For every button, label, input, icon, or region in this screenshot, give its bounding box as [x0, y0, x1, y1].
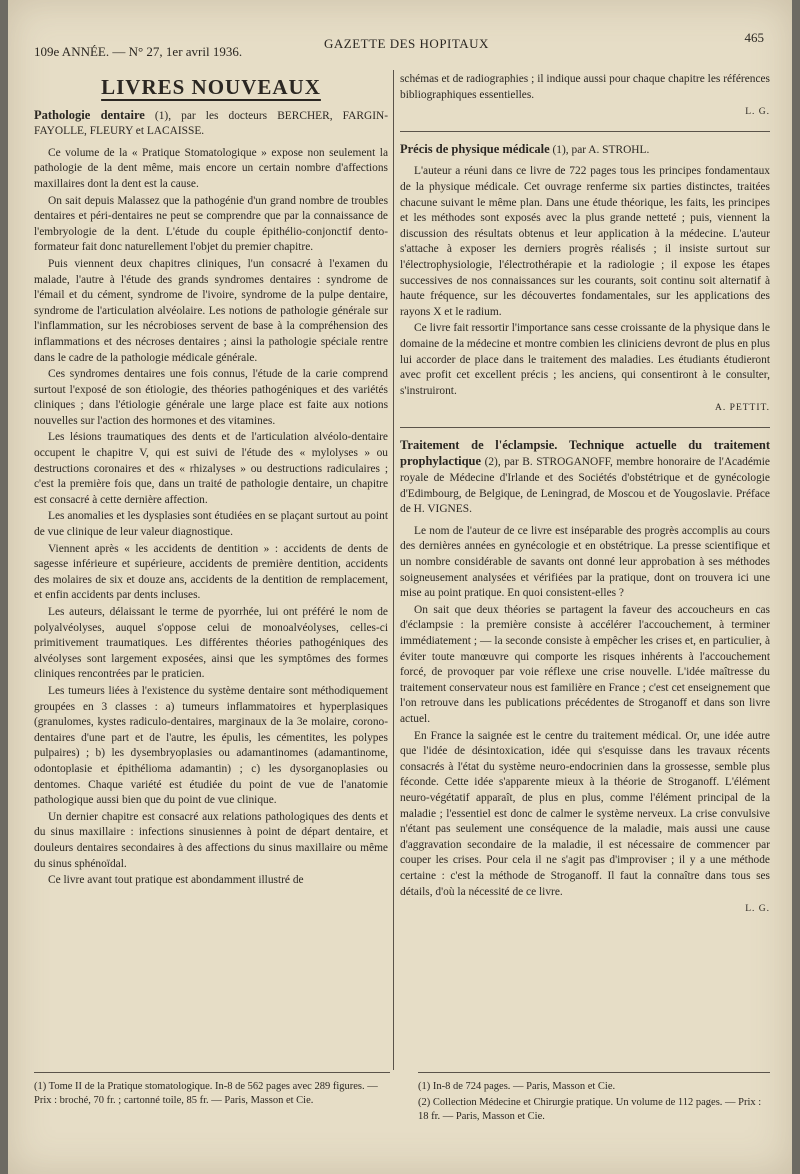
book-title: Pathologie dentaire [34, 107, 145, 122]
right-column [400, 72, 770, 918]
paragraph: Les tumeurs liées à l'existence du système dentaire sont méthodiquement groupées en 3 classes : a) tumeurs inflammatoires et hyperplasiques (granulomes, kystes radiculo-dentaires, marginaux de la 3e molaire, corono-dentaires d'une part et de l'autre, les épulis, les cémentites, les polypes pulpaires) ; b) les dysembryoplasies ou adamantinomes (adamantinome, odontoplasie et épithélioma adamantin) ; c) les dysorganoplasies ou dentomes. Chaque variété est étudiée du point de vue de l'anatomie pathologique aussi bien que du point de vue clinique. [34, 684, 388, 807]
signature: L. G. [745, 904, 770, 915]
paragraph: Puis viennent deux chapitres cliniques, l'un consacré à l'examen du malade, l'autre à l'étude des grands syndromes dentaires : syndrome de l'émail et du cément, syndrome de l'ivoire, syndrome de la pulpe dentaire, syndrome de l'articulation alvéolaire. Les notions de pathologie générale sur l'inflammation, sur les nécrobioses servent de base à la compréhension des inflammations et des nécroses dentaires ; ainsi la pathologie spéciale rentre dans le cadre de la pathologie médicale générale. [34, 257, 388, 364]
paragraph: On sait que deux théories se partagent la faveur des accoucheurs en cas d'éclampsie : la première consiste à accélérer l'accouchement, à terminer immédiatement ; — la seconde consiste à empêcher les crises et, en particulier, à éviter toute manœuvre qui comporte les risques inhérents à l'accouchement forcé, de provoquer par voie réflexe une crise nouvelle. L'idée maîtresse du traitement conservateur nous est familière en France ; c'est cet enseignement que l'on retrouve dans les publications précédentes de Stroganoff et dans son livre actuel. [400, 603, 770, 725]
left-column [34, 72, 388, 890]
note-ref: (1) [552, 143, 566, 156]
page-header [34, 30, 764, 59]
paragraph: Les auteurs, délaissant le terme de pyorrhée, lui ont préféré le nom de polyalvéolyses, auquel s'oppose celui de monoalvéolyses, celles-ci primitivement traumatiques. Les différentes théories pathogéniques des alvéolyses sont largement exposées, ainsi que les symptômes des formes cliniques rencontrées par le praticien. [34, 606, 388, 681]
footnote: (2) Collection Médecine et Chirurgie pratique. Un volume de 112 pages. — Prix : 18 fr. — Paris, Masson et Cie. [418, 1097, 762, 1122]
paragraph: En France la saignée est le centre du traitement médical. Or, une idée autre que l'idée de désintoxication, idée qui s'esquisse dans les travaux récents consacrés à l'état du système neuro-endocrinien dans la grossesse, semble plus féconde. Cette idée s'apparente mieux à la théorie de Stroganoff. L'élément neuro-végétatif apparaît, de plus en plus, comme l'élément principal de la maladie ; l'essentiel est donc de calmer le système nerveux. La crise convulsive n'étant pas seulement une conséquence de la maladie, mais aussi une cause d'aggravation secondaire de la maladie, il est nécessaire de commencer par couper les crises. Pour cela il ne s'agit pas d'improviser ; il y a une méthode certaine : c'est la méthode de Stroganoff. Il faut la connaître dans tous ses détails, d'où la nécessité de ce livre. [400, 729, 770, 898]
paragraph: Ce volume de la « Pratique Stomatologique » expose non seulement la pathologie de la dent même, mais encore un certain nombre d'affections maxillaires dont la dent est la cause. [34, 146, 388, 190]
book-authors: , par A. STROHL. [565, 143, 650, 156]
book-authors: , par B. STROGANOFF, membre honoraire de l'Académie royale de Médecine d'Irlande et des Sociétés d'obstétrique et de gynécologie d'Edimbourg, de Belgique, de Leningrad, de Moscou et de Yougoslavie. Préface de H. VIGNES. [400, 456, 770, 516]
paragraph: Le nom de l'auteur de ce livre est inséparable des progrès accomplis au cours des dernières années en gynécologie et en obstétrique. La presse scientifique et un nombre considérable de savants ont donné leur approbation à ses méthodes soigneusement analysées et vérifiées par la pratique, dont on trouvera ici une mise au point pratique. En quoi consistent-elles ? [400, 524, 770, 600]
journal-title: GAZETTE DES HOPITAUX [324, 36, 489, 51]
paragraph: Ces syndromes dentaires une fois connus, l'étude de la carie comprend surtout l'exposé de son étiologie, des théories pathogéniques et des variétés cliniques ; dans l'étiologie générale une large place est faite aux notions nouvelles sur l'action des hormones et des vitamines. [34, 368, 388, 427]
note-ref: (2) [484, 456, 498, 469]
footnotes-right [418, 1080, 773, 1126]
footnote: (1) Tome II de la Pratique stomatologique. In-8 de 562 pages avec 289 figures. — Prix : broché, 70 fr. ; cartonné toile, 85 fr. — Paris, Masson et Cie. [34, 1081, 378, 1106]
paragraph-continuation: schémas et de radiographies ; il indique aussi pour chaque chapitre les références bibliographiques essentielles. [400, 73, 770, 101]
footnote: (1) In-8 de 724 pages. — Paris, Masson et Cie. [418, 1081, 616, 1092]
footnote-rule [418, 1072, 770, 1073]
paragraph: Les anomalies et les dysplasies sont étudiées en se plaçant surtout au point de vue clinique de leur valeur diagnostique. [34, 510, 388, 539]
section-title: LIVRES NOUVEAUX [101, 75, 321, 99]
footnote-rule [34, 1072, 390, 1073]
column-divider [393, 70, 394, 1070]
paragraph: Ce livre fait ressortir l'importance sans cesse croissante de la physique dans le domaine de la médecine et montre combien les cliniciens devront de plus en plus lui accorder de place dans le traitement des maladies. Les étudiants étudieront avec profit cet excellent précis ; les anciens, qui consentiront à le consulter, s'instruiront. [400, 322, 770, 397]
journal-page [8, 0, 792, 1174]
paragraph: L'auteur a réuni dans ce livre de 722 pages tous les principes fondamentaux de la physique médicale. Cet ouvrage renferme six parties distinctes, traitées chacune suivant le même plan. Dans une étude théorique, les faits, les principes et les méthodes sont exposés avec la plus grande netteté ; puis, viennent la discussion des résultats obtenus et leur application à la médecine. L'auteur s'attache à exposer les derniers progrès réalisés ; il insiste surtout sur l'électrophysiologie, l'électrothérapie et la radiologie ; il expose les étapes successives de nos connaissances sur les courants, soit continu soit alternatif à haute fréquence, sur les découvertes fondamentales, sur les applications des rayons X et le radium. [400, 165, 770, 318]
signature: L. G. [745, 107, 770, 118]
book-authors: , par les docteurs BERCHER, FARGIN-FAYOLLE, FLEURY et LACAISSE. [34, 109, 389, 138]
page-number: 465 [744, 30, 764, 45]
paragraph: On sait depuis Malassez que la pathogénie d'un grand nombre de troubles dentaires et péri-dentaires ne peut se comprendre que par la connaissance de l'embryologie de la dent. L'étude du couple épithélio-conjonctif dento-formateur fait donc naturellement l'objet du premier chapitre. [34, 194, 388, 254]
book-heading-pathologie [34, 108, 388, 140]
book-title: Précis de physique médicale [400, 141, 550, 156]
issue-line: 109e ANNÉE. — N° 27, 1er avril 1936. [34, 44, 243, 59]
paragraph: Les lésions traumatiques des dents et de l'articulation alvéolo-dentaire occupent le chapitre V, qui est suivi de l'étude des « mylolyses » ou destructions coronaires et des « rhizalyses » ou destructions radiculaires ; c'est la première fois que, dans un traité de pathologie dentaire, un chapitre est consacré à cette dernière affection. [34, 431, 388, 506]
book-heading-eclampsie [400, 438, 770, 518]
book-title: Traitement de l'éclampsie. Technique actuelle du traitement prophylactique [400, 437, 770, 469]
paragraph: Ce livre avant tout pratique est abondamment illustré de [48, 874, 304, 887]
book-heading-physique [400, 142, 770, 159]
note-ref: (1) [154, 109, 169, 122]
signature: A. PETTIT. [715, 403, 770, 414]
footnotes-left [34, 1080, 384, 1110]
paragraph: Un dernier chapitre est consacré aux relations pathologiques des dents et du sinus maxillaire : infections sinusiennes à point de départ dentaire, et douleurs dentaires secondaires à des affections du sinus maxillaire ou même du sinus sphénoïdal. [34, 810, 388, 870]
separator [400, 131, 770, 132]
paragraph: Viennent après « les accidents de dentition » : accidents de dents de sagesse inférieure et supérieure, accidents de première dentition, accidents des molaires de six et douze ans, accidents de la dentition de remplacement, et enfin accidents par dents incluses. [34, 542, 388, 602]
separator [400, 427, 770, 428]
